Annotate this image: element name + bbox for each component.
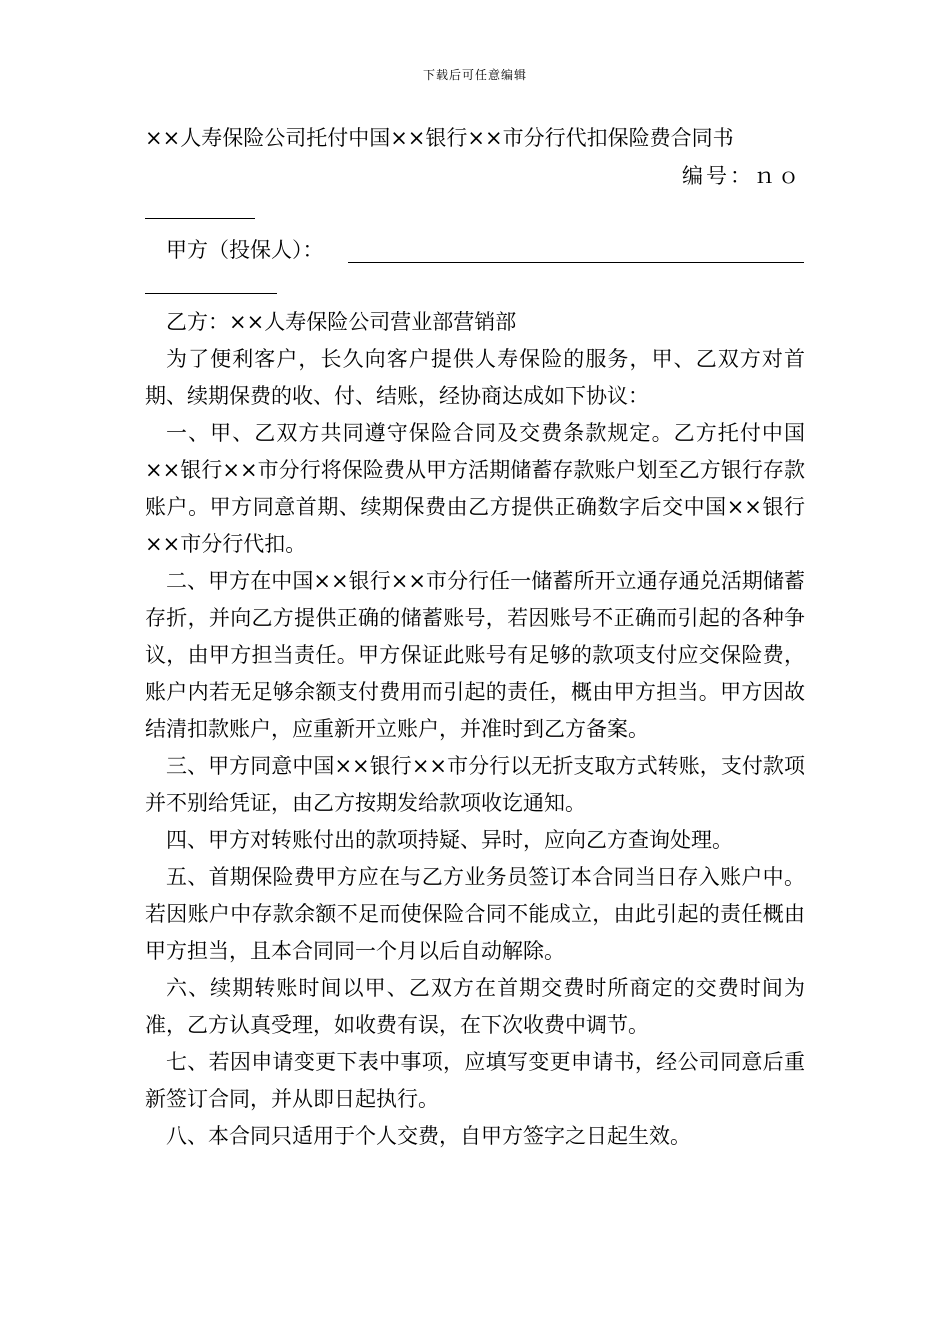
clause-6: 六、续期转账时间以甲、乙双方在首期交费时所商定的交费时间为准，乙方认真受理，如收费有误，在下次收费中调节。 <box>145 976 805 1037</box>
clause-3: 三、甲方同意中国××银行××市分行以无折支取方式转账，支付款项并不别给凭证，由乙方按期发给款项收讫通知。 <box>145 754 805 815</box>
party-a-fill-line-continued <box>145 293 277 294</box>
clause-8: 八、本合同只适用于个人交费，自甲方签字之日起生效。 <box>166 1124 691 1148</box>
party-b-line: 乙方：××人寿保险公司营业部营销部 <box>166 310 517 334</box>
header-note: 下载后可任意编辑 <box>422 68 527 82</box>
clause-5: 五、首期保险费甲方应在与乙方业务员签订本合同当日存入账户中。若因账户中存款余额不足而使保险合同不能成立，由此引起的责任概由甲方担当，且本合同同一个月以后自动解除。 <box>145 865 805 963</box>
party-a-label: 甲方（投保人）： <box>166 238 324 262</box>
contract-number-label: 编号：ｎｏ <box>682 164 802 188</box>
clause-4: 四、甲方对转账付出的款项持疑、异时，应向乙方查询处理。 <box>166 828 733 852</box>
contract-body <box>145 304 805 1155</box>
number-fill-line <box>145 218 255 219</box>
preamble-paragraph: 为了便利客户，长久向客户提供人寿保险的服务，甲、乙双方对首期、续期保费的收、付、结账，经协商达成如下协议： <box>145 347 805 408</box>
clause-1: 一、甲、乙双方共同遵守保险合同及交费条款规定。乙方托付中国××银行××市分行将保险费从甲方活期储蓄存款账户划至乙方银行存款账户。甲方同意首期、续期保费由乙方提供正确数字后交中国××银行××市分行代扣。 <box>145 421 805 556</box>
clause-2: 二、甲方在中国××银行××市分行任一储蓄所开立通存通兑活期储蓄存折，并向乙方提供正确的储蓄账号，若因账号不正确而引起的各种争议，由甲方担当责任。甲方保证此账号有足够的款项支付应交保险费，账户内若无足够余额支付费用而引起的责任，概由甲方担当。甲方因故结清扣款账户，应重新开立账户，并准时到乙方备案。 <box>145 569 805 741</box>
contract-title: ××人寿保险公司托付中国××银行××市分行代扣保险费合同书 <box>145 126 734 150</box>
party-a-fill-line <box>348 262 804 263</box>
clause-7: 七、若因申请变更下表中事项，应填写变更申请书，经公司同意后重新签订合同，并从即日起执行。 <box>145 1050 805 1111</box>
